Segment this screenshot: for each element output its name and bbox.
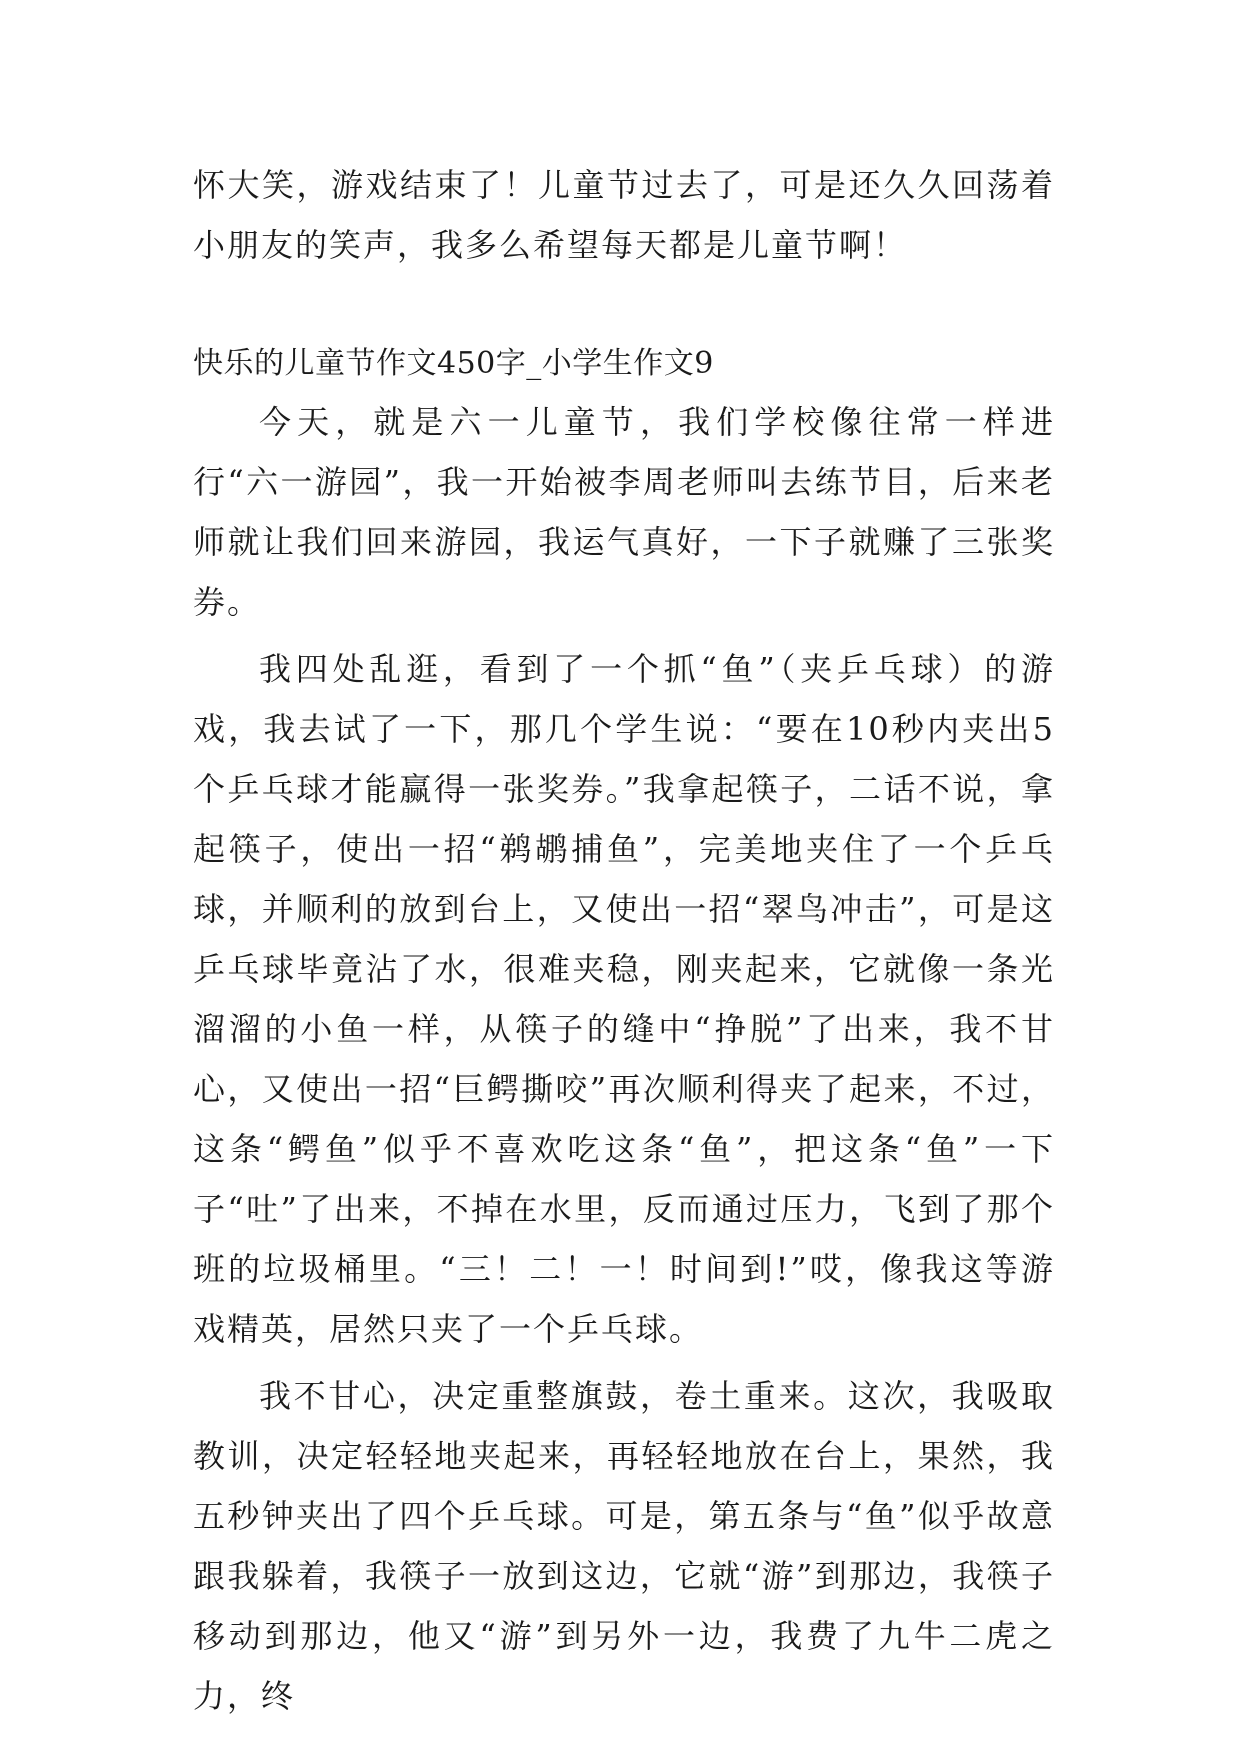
article-paragraph: 我不甘心，决定重整旗鼓，卷土重来。这次，我吸取教训，决定轻轻地夹起来，再轻轻地放在台上，果然，我五秒钟夹出了四个乒乓球。可是，第五条与“鱼”似乎故意跟我躲着，我筷子一放到这边，它就“游”到那边，我筷子移动到那边，他又“游”到另外一边，我费了九牛二虎之力，终 [193, 1377, 1055, 1715]
article-body [193, 392, 1055, 1726]
article-title: 快乐的儿童节作文450字_小学生作文9 [193, 346, 714, 381]
article-paragraph: 今天，就是六一儿童节，我们学校像往常一样进行“六一游园”，我一开始被李周老师叫去练节目，后来老师就让我们回来游园，我运气真好，一下子就赚了三张奖券。 [193, 403, 1055, 621]
previous-article-ending: 怀大笑，游戏结束了！儿童节过去了，可是还久久回荡着小朋友的笑声，我多么希望每天都是儿童节啊！ [193, 166, 1055, 264]
article-paragraph: 我四处乱逛，看到了一个抓“鱼”（夹乒乓球）的游戏，我去试了一下，那几个学生说：“要在10秒内夹出5个乒乓球才能赢得一张奖券。”我拿起筷子，二话不说，拿起筷子，使出一招“鹈鹕捕鱼”，完美地夹住了一个乒乓球，并顺利的放到台上，又使出一招“翠鸟冲击”，可是这乒乓球毕竟沾了水，很难夹稳，刚夹起来，它就像一条光溜溜的小鱼一样，从筷子的缝中“挣脱”了出来，我不甘心，又使出一招“巨鳄撕咬”再次顺利得夹了起来，不过，这条“鳄鱼”似乎不喜欢吃这条“鱼”，把这条“鱼”一下子“吐”了出来，不掉在水里，反而通过压力，飞到了那个班的垃圾桶里。“三！二！一！时间到!”哎，像我这等游戏精英，居然只夹了一个乒乓球。 [193, 650, 1055, 1348]
